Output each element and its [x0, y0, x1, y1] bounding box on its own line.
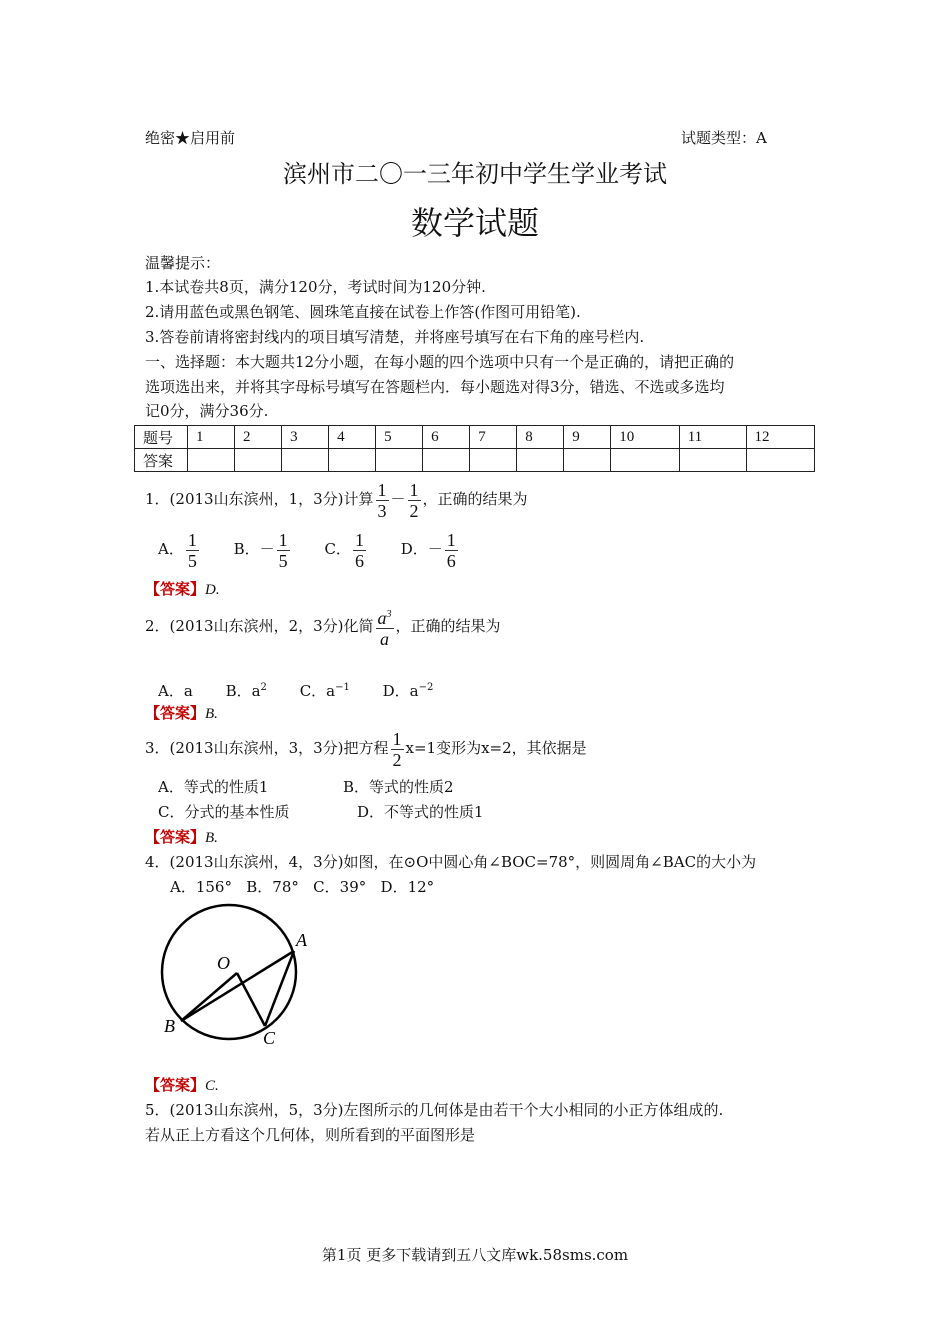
table-cell: 2: [235, 426, 282, 449]
question-3: [145, 727, 587, 770]
option-a: A．等式的性质1: [158, 778, 269, 796]
question-text: x=1变形为x=2，其依据是: [405, 739, 587, 757]
confidential-label: 绝密★启用前: [145, 129, 236, 147]
table-cell: 12: [746, 426, 814, 449]
question-1-options: A． $\frac{1}{5}$ B．－ $\frac{1}{5}$ C． $\frac{1}{6}$ D．－ $\frac{1}{6}$: [158, 529, 456, 571]
table-cell: 9: [564, 426, 611, 449]
table-cell: 6: [423, 426, 470, 449]
answer-value: B.: [205, 706, 218, 722]
label-c: C: [263, 1028, 276, 1048]
option-c: C．a: [299, 682, 336, 700]
option-d: D．不等式的性质1: [357, 803, 484, 821]
table-cell: 10: [611, 426, 679, 449]
option-b: B．: [233, 540, 260, 558]
answer-line: [145, 579, 220, 600]
question-5: 5．(2013山东滨州，5，3分)左图所示的几何体是由若干个大小相同的小正方体组成的.: [145, 1101, 724, 1119]
fraction: $\frac{a^3}{a}$: [376, 605, 394, 649]
question-2-options: A．a B．$a^2$ C．$a^{-1}$ D．$a^{-2}$: [158, 682, 434, 700]
answer-line: [145, 703, 218, 724]
segment-oc: [237, 973, 265, 1026]
answer-label: 【答案】: [145, 828, 206, 846]
option-b: B．a: [225, 682, 261, 700]
section-instructions: 记0分，满分36分.: [145, 402, 269, 420]
option-a: A．: [158, 540, 184, 558]
question-text: 1．(2013山东滨州，1，3分)计算: [145, 490, 374, 508]
option-c: C．: [324, 540, 351, 558]
label-b: B: [164, 1016, 175, 1036]
segment-ab: [181, 951, 294, 1021]
table-cell: 1: [188, 426, 235, 449]
fraction: $\frac{1}{2}$: [409, 479, 419, 521]
exam-subtitle: 数学试题: [410, 204, 539, 242]
table-cell: 题号: [135, 426, 188, 449]
answer-label: 【答案】: [145, 704, 206, 722]
answer-label: 【答案】: [145, 580, 206, 598]
answer-cell[interactable]: [517, 449, 564, 472]
tip-item: 3.答卷前请将密封线内的项目填写清楚，并将座号填写在右下角的座号栏内.: [145, 328, 645, 346]
tip-item: 2.请用蓝色或黑色钢笔、圆珠笔直接在试卷上作答(作图可用铅笔).: [145, 303, 581, 321]
answer-cell[interactable]: [746, 449, 814, 472]
tips-heading: 温馨提示：: [145, 254, 221, 272]
fraction: $\frac{1}{3}$: [377, 479, 387, 521]
answer-value: B.: [205, 830, 218, 846]
question-text: ，正确的结果为: [422, 490, 528, 508]
label-a: A: [296, 930, 307, 950]
table-cell: 答案: [135, 449, 188, 472]
section-instructions: 一、选择题：本大题共12分小题，在每小题的四个选项中只有一个是正确的，请把正确的: [145, 353, 735, 371]
answer-line: [145, 1075, 219, 1096]
table-cell: 8: [517, 426, 564, 449]
table-cell: 4: [329, 426, 376, 449]
segment-ob: [181, 973, 237, 1021]
option-d: D．: [400, 540, 428, 558]
table-cell: 11: [679, 426, 746, 449]
question-4: 4．(2013山东滨州，4，3分)如图，在⊙O中圆心角∠BOC=78°，则圆周角∠BAC的大小为: [145, 853, 757, 871]
question-5: 若从正上方看这个几何体，则所看到的平面图形是: [145, 1126, 476, 1144]
table-row: [135, 426, 815, 449]
answer-value: D.: [205, 582, 220, 598]
table-cell: 5: [376, 426, 423, 449]
answer-cell[interactable]: [282, 449, 329, 472]
table-row: [135, 449, 815, 472]
fraction: $\frac{1}{2}$: [392, 728, 402, 770]
tip-item: 1.本试卷共8页，满分120分，考试时间为120分钟.: [145, 278, 486, 296]
label-o: O: [217, 953, 230, 973]
table-cell: 3: [282, 426, 329, 449]
answer-cell[interactable]: [423, 449, 470, 472]
option-d: D．a: [382, 682, 419, 700]
question-text: ，正确的结果为: [395, 617, 501, 635]
answer-cell[interactable]: [376, 449, 423, 472]
table-cell: 7: [470, 426, 517, 449]
page-footer: 第1页 更多下载请到五八文库wk.58sms.com: [321, 1246, 629, 1264]
question-text: 2．(2013山东滨州，2，3分)化简: [145, 617, 374, 635]
answer-cell[interactable]: [679, 449, 746, 472]
answer-table: [134, 425, 815, 472]
exam-title: 滨州市二〇一三年初中学生学业考试: [283, 160, 667, 188]
section-instructions: 选项选出来，并将其字母标号填写在答题栏内．每小题选对得3分，错选、不选或多选均: [145, 378, 725, 396]
answer-value: C.: [205, 1078, 219, 1094]
option-a: A．a: [158, 682, 193, 700]
answer-cell[interactable]: [611, 449, 679, 472]
option-b: B．等式的性质2: [343, 778, 454, 796]
circle-diagram: [150, 900, 320, 1060]
operator: －: [390, 490, 406, 508]
answer-line: [145, 827, 218, 848]
answer-cell[interactable]: [470, 449, 517, 472]
question-1: [145, 478, 528, 521]
answer-cell[interactable]: [235, 449, 282, 472]
answer-label: 【答案】: [145, 1076, 206, 1094]
option-c: C．分式的基本性质: [158, 803, 290, 821]
answer-cell[interactable]: [329, 449, 376, 472]
answer-cell[interactable]: [564, 449, 611, 472]
question-text: 3．(2013山东滨州，3，3分)把方程: [145, 739, 389, 757]
question-2: [145, 605, 501, 649]
exam-type-label: 试题类型：A: [681, 129, 767, 147]
answer-cell[interactable]: [188, 449, 235, 472]
question-4-options: A．156° B．78° C．39° D．12°: [170, 878, 435, 896]
